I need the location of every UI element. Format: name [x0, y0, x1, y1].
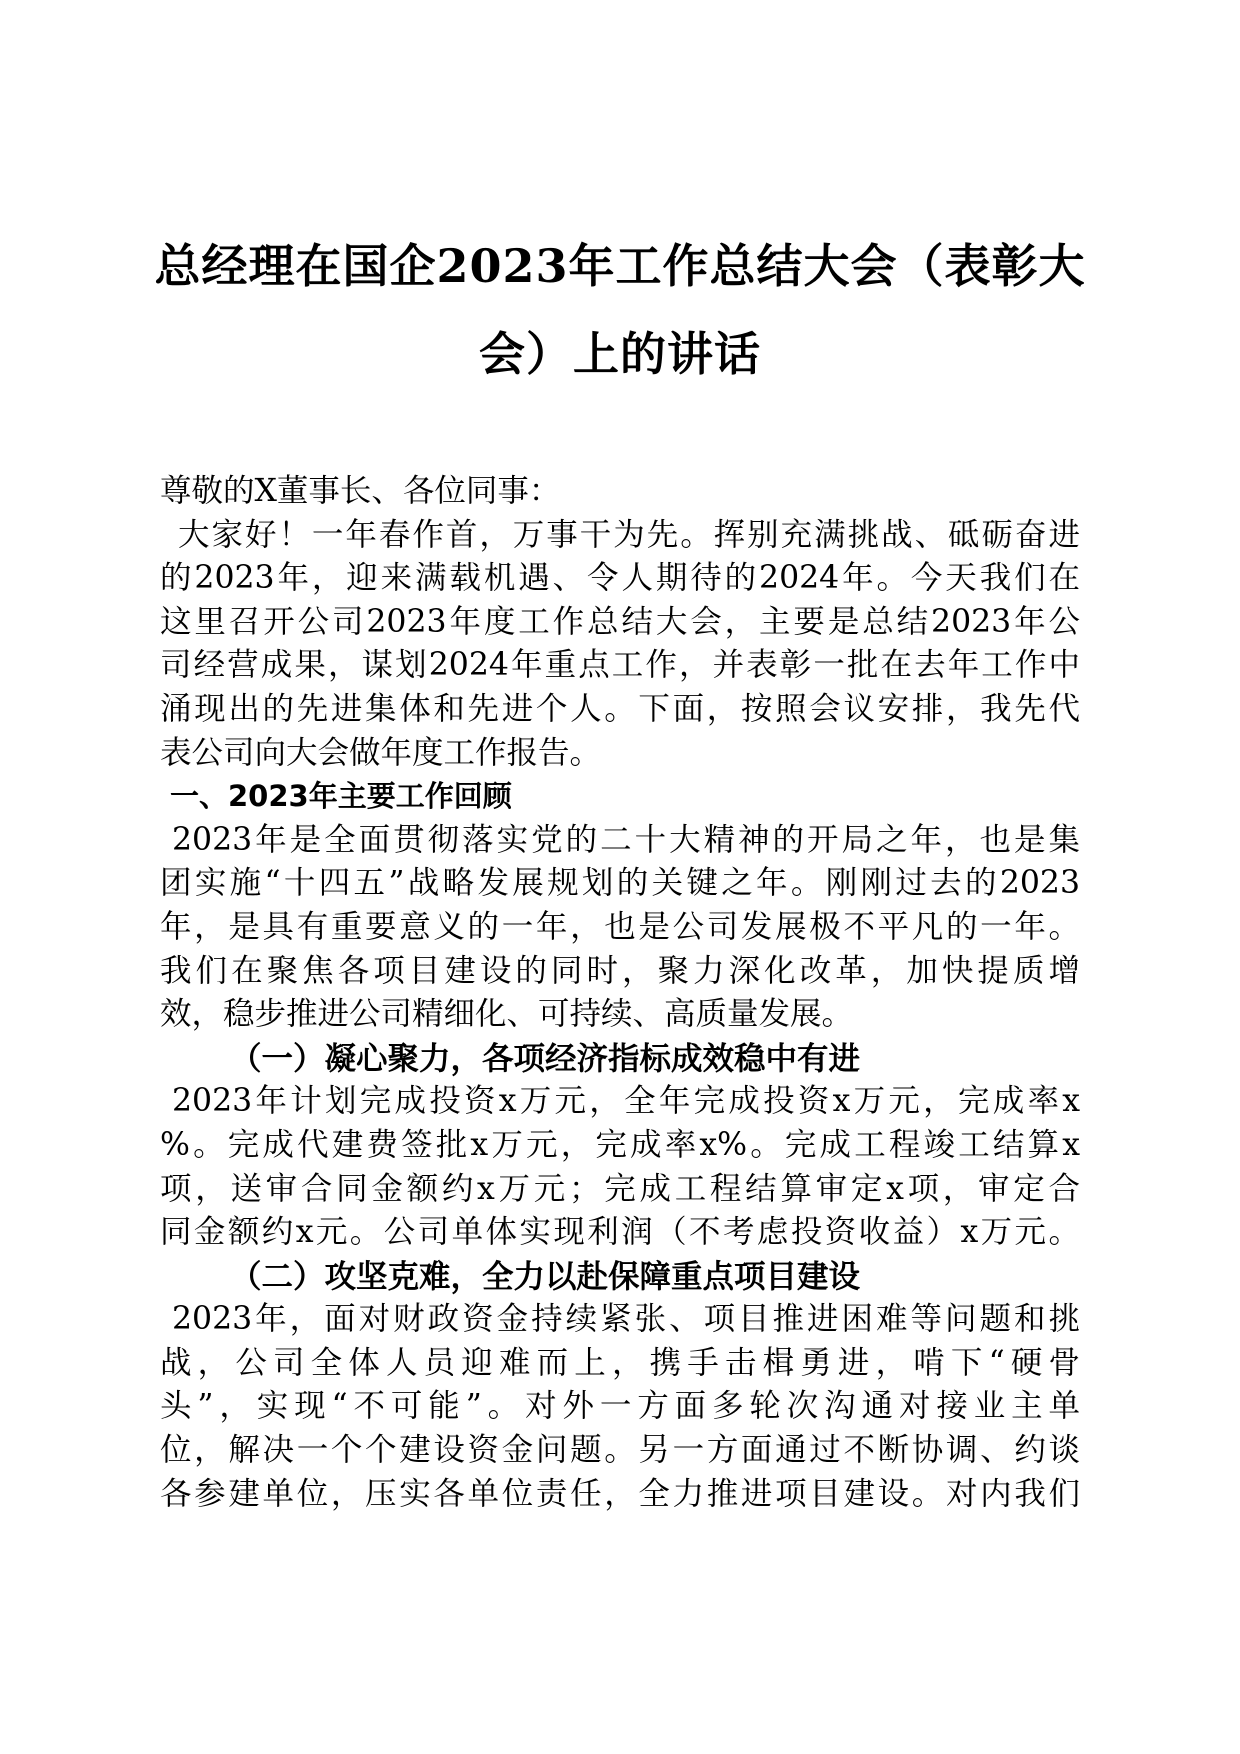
subsection-heading: （一）凝心聚力，各项经济指标成效稳中有进 — [230, 1039, 861, 1077]
title-line-2: 会）上的讲话 — [479, 327, 761, 381]
document-title — [150, 222, 1090, 398]
paragraph-line: 涌现出的先进集体和先进个人。下面，按照会议安排，我先代 — [160, 690, 1080, 727]
salutation: 尊敬的X董事长、各位同事： — [160, 473, 561, 509]
title-line-1: 总经理在国企2023年工作总结大会（表彰大 — [154, 239, 1086, 293]
paragraph-line: 项，送审合同金额约x万元；完成工程结算审定x项，审定合 — [160, 1170, 1080, 1207]
paragraph-line: 我们在聚焦各项目建设的同时，聚力深化改革，加快提质增 — [160, 952, 1080, 989]
paragraph-line: 大家好！一年春作首，万事干为先。挥别充满挑战、砥砺奋进 — [178, 516, 1080, 553]
paragraph-line: 各参建单位，压实各单位责任，全力推进项目建设。对内我们 — [160, 1475, 1080, 1512]
paragraph-line: 表公司向大会做年度工作报告。 — [160, 734, 602, 771]
paragraph-line: 2023年计划完成投资x万元，全年完成投资x万元，完成率x — [172, 1083, 1080, 1120]
paragraph-line: 头”，实现“不可能”。对外一方面多轮次沟通对接业主单 — [160, 1388, 1080, 1425]
paragraph-line: 位，解决一个个建设资金问题。另一方面通过不断协调、约谈 — [160, 1432, 1080, 1469]
paragraph-line: 同金额约x元。公司单体实现利润（不考虑投资收益）x万元。 — [160, 1214, 1080, 1251]
paragraph-line: 的2023年，迎来满载机遇、令人期待的2024年。今天我们在 — [160, 560, 1080, 597]
paragraph-line: 这里召开公司2023年度工作总结大会，主要是总结2023年公 — [160, 603, 1080, 640]
subsection-heading: （二）攻坚克难，全力以赴保障重点项目建设 — [230, 1257, 861, 1295]
paragraph-line: 团实施“十四五”战略发展规划的关键之年。刚刚过去的2023 — [160, 865, 1080, 902]
paragraph-line: 司经营成果，谋划2024年重点工作，并表彰一批在去年工作中 — [160, 647, 1080, 684]
paragraph-line: 2023年是全面贯彻落实党的二十大精神的开局之年，也是集 — [172, 821, 1080, 858]
paragraph-line: 年，是具有重要意义的一年，也是公司发展极不平凡的一年。 — [160, 908, 1080, 945]
document-body — [160, 470, 1080, 1516]
section-heading: 一、2023年主要工作回顾 — [170, 779, 512, 814]
paragraph-line: 战，公司全体人员迎难而上，携手击楫勇进，啃下“硬骨 — [160, 1344, 1080, 1381]
paragraph-line: 2023年，面对财政资金持续紧张、项目推进困难等问题和挑 — [172, 1301, 1080, 1338]
paragraph-line: %。完成代建费签批x万元，完成率x%。完成工程竣工结算x — [160, 1126, 1080, 1163]
paragraph-line: 效，稳步推进公司精细化、可持续、高质量发展。 — [160, 996, 854, 1033]
